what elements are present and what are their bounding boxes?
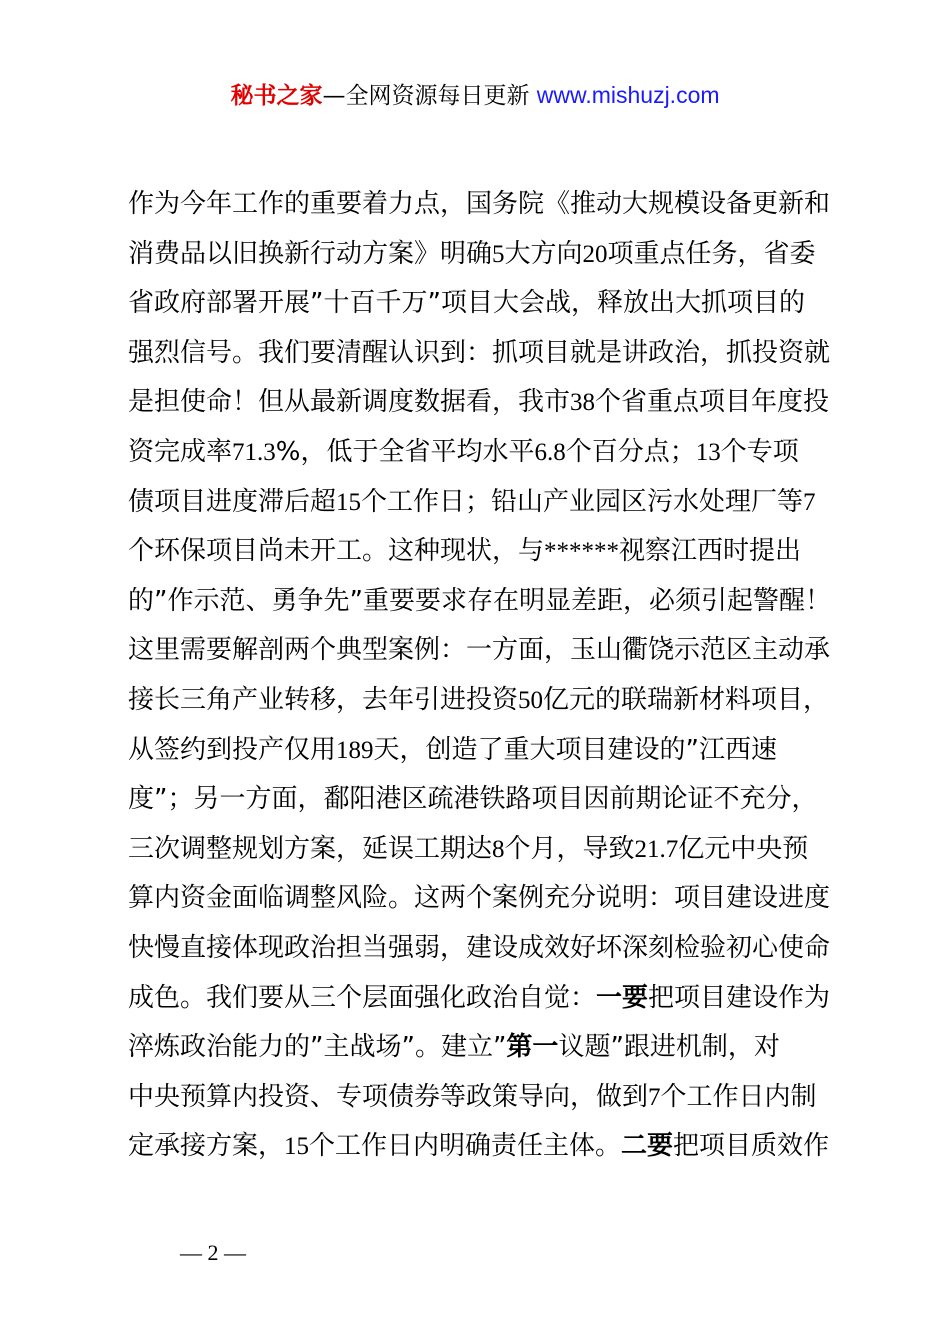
text-segment: 大方向 xyxy=(504,238,583,269)
text-line xyxy=(128,775,848,825)
text-line xyxy=(128,726,848,776)
text-segment: 算内资金面临调整风险。这两个案例充分说明：项目建设进度 xyxy=(128,883,831,914)
brand-name: 秘书之家 xyxy=(230,83,323,109)
number-segment: 189 xyxy=(336,736,374,764)
text-segment: 债项目进度滞后超 xyxy=(128,486,337,517)
text-line xyxy=(128,626,848,676)
text-line xyxy=(128,1023,848,1073)
text-segment: 议题”跟进机制，对 xyxy=(558,1032,780,1063)
text-segment: 把项目质效作 xyxy=(673,1131,830,1162)
text-segment: %，低于全省平均水平 xyxy=(275,436,535,467)
text-segment: 作为今年工作的重要着力点，国务院《推动大规模设备更新和 xyxy=(128,189,831,219)
text-line xyxy=(128,230,848,280)
number-segment: 38 xyxy=(570,389,596,417)
text-segment: 是担使命！但从最新调度数据看，我市 xyxy=(128,387,571,418)
text-segment: 亿元中央预 xyxy=(678,833,809,864)
bold-segment: 一要 xyxy=(596,982,649,1013)
text-segment: 的”作示范、勇争先”重要要求存在明显差距，必须引起警醒！ xyxy=(128,585,831,616)
page-number: — 2 — xyxy=(180,1240,246,1265)
text-segment: 资完成率 xyxy=(128,436,233,467)
text-segment: 天，创造了重大项目建设的”江西速 xyxy=(373,734,777,765)
text-segment: 个省重点项目年度投 xyxy=(595,387,830,418)
text-segment: 个百分点； xyxy=(565,436,696,467)
text-segment: 中央预算内投资、专项债券等政策导向，做到 xyxy=(128,1081,649,1112)
number-segment: 6.8 xyxy=(534,438,566,466)
header-tagline: —全网资源每日更新 xyxy=(322,83,537,109)
number-segment: 15 xyxy=(284,1133,310,1161)
text-segment: 从签约到投产仅用 xyxy=(128,734,337,765)
number-segment: 5 xyxy=(492,240,505,268)
text-segment: 这里需要解剖两个典型案例：一方面，玉山衢饶示范区主动承 xyxy=(128,635,831,666)
number-segment: 15 xyxy=(336,488,362,516)
text-line xyxy=(128,527,848,577)
text-segment: 个工作日内明确责任主体。 xyxy=(309,1131,622,1162)
text-segment: 强烈信号。我们要清醒认识到：抓项目就是讲政治，抓投资就 xyxy=(128,337,831,368)
text-line xyxy=(128,478,848,528)
text-segment: 定承接方案， xyxy=(128,1131,285,1162)
text-segment: 视察江西时提出 xyxy=(619,536,802,567)
number-segment: 50 xyxy=(518,686,544,714)
text-segment: 个环保项目尚未开工。这种现状，与 xyxy=(128,536,545,567)
site-url-link[interactable]: www.mishuzj.com xyxy=(536,82,720,108)
number-segment: 8 xyxy=(492,835,505,863)
text-segment: 度”；另一方面，鄱阳港区疏港铁路项目因前期论证不充分， xyxy=(128,784,818,815)
text-segment: 接长三角产业转移，去年引进投资 xyxy=(128,684,519,715)
text-line xyxy=(128,577,848,627)
site-header xyxy=(0,78,950,113)
number-segment: 13 xyxy=(695,438,721,466)
number-segment: 20 xyxy=(582,240,608,268)
text-segment: 淬炼政治能力的”主战场”。建立” xyxy=(128,1032,507,1063)
number-segment: ****** xyxy=(544,538,620,566)
text-line xyxy=(128,329,848,379)
text-segment: 把项目建设作为 xyxy=(648,982,831,1013)
text-segment: 快慢直接体现政治担当强弱，建设成效好坏深刻检验初心使命 xyxy=(128,932,831,963)
number-segment: 7 xyxy=(648,1083,661,1111)
text-line xyxy=(128,874,848,924)
text-segment: 省政府部署开展”十百千万”项目大会战，释放出大抓项目的 xyxy=(128,288,805,319)
text-line xyxy=(128,1122,848,1172)
text-line xyxy=(128,378,848,428)
text-line xyxy=(128,279,848,329)
text-line xyxy=(128,1073,848,1123)
text-segment: 个工作日内制 xyxy=(660,1081,817,1112)
text-segment: 三次调整规划方案，延误工期达 xyxy=(128,833,493,864)
text-line xyxy=(128,974,848,1024)
document-body xyxy=(128,180,848,1172)
number-segment: 71.3 xyxy=(232,438,276,466)
number-segment: 21.7 xyxy=(634,835,679,863)
text-line xyxy=(128,924,848,974)
text-line xyxy=(128,180,848,230)
text-line xyxy=(128,825,848,875)
text-segment: 亿元的联瑞新材料项目， xyxy=(543,684,830,715)
bold-segment: 第一 xyxy=(506,1032,559,1063)
bold-segment: 二要 xyxy=(621,1131,674,1162)
text-segment: 个专项 xyxy=(720,436,799,467)
number-segment: 7 xyxy=(803,488,816,516)
text-segment: 个月，导致 xyxy=(504,833,635,864)
text-segment: 个工作日；铅山产业园区污水处理厂等 xyxy=(361,486,804,517)
text-segment: 成色。我们要从三个层面强化政治自觉： xyxy=(128,982,597,1013)
text-segment: 消费品以旧换新行动方案》明确 xyxy=(128,238,493,269)
text-segment: 项重点任务，省委 xyxy=(607,238,816,269)
text-line xyxy=(128,428,848,478)
text-line xyxy=(128,676,848,726)
